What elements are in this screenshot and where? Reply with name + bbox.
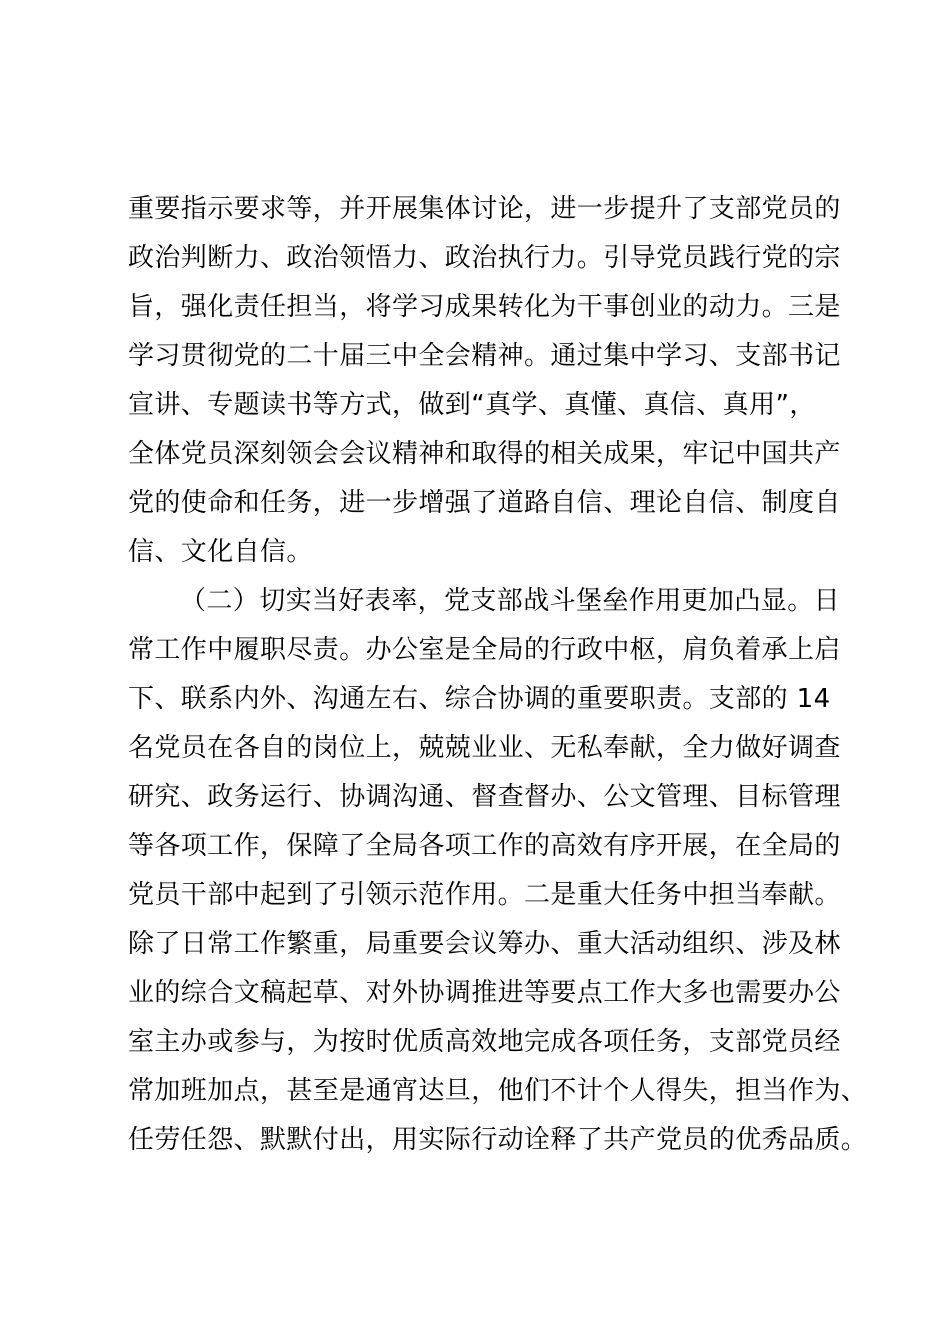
text-line: 党的使命和任务，进一步增强了道路自信、理论自信、制度自 (128, 488, 841, 518)
text-line: 全体党员深刻领会会议精神和取得的相关成果，牢记中国共产 (128, 439, 841, 469)
text-line: 常工作中履职尽责。办公室是全局的行政中枢，肩负着承上启 (128, 635, 841, 665)
text-line: 旨，强化责任担当，将学习成果转化为干事创业的动力。三是 (128, 292, 841, 322)
text-line: 业的综合文稿起草、对外协调推进等要点工作大多也需要办公 (128, 978, 841, 1008)
text-line: 学习贯彻党的二十届三中全会精神。通过集中学习、支部书记 (128, 341, 841, 371)
section-heading-line: （二）切实当好表率，党支部战斗堡垒作用更加凸显。日 (180, 586, 841, 616)
text-line: 研究、政务运行、协调沟通、督查督办、公文管理、目标管理 (128, 782, 841, 812)
text-line: 室主办或参与，为按时优质高效地完成各项任务，支部党员经 (128, 1027, 841, 1057)
text-line: 名党员在各自的岗位上，兢兢业业、无私奉献，全力做好调查 (128, 733, 841, 763)
text-line: 政治判断力、政治领悟力、政治执行力。引导党员践行党的宗 (128, 243, 841, 273)
text-line: 除了日常工作繁重，局重要会议筹办、重大活动组织、涉及林 (128, 929, 841, 959)
text-line: 党员干部中起到了引领示范作用。二是重大任务中担当奉献。 (128, 880, 841, 910)
document-body (128, 185, 868, 1165)
text-line: 等各项工作，保障了全局各项工作的高效有序开展，在全局的 (128, 831, 841, 861)
text-line: 常加班加点，甚至是通宵达旦，他们不计个人得失，担当作为、 (128, 1076, 868, 1106)
text-line: 宣讲、专题读书等方式，做到“真学、真懂、真信、真用”， (128, 390, 816, 420)
text-line: 重要指示要求等，并开展集体讨论，进一步提升了支部党员的 (128, 194, 841, 224)
text-line: 下、联系内外、沟通左右、综合协调的重要职责。支部的 14 (128, 684, 831, 714)
text-line: 任劳任怨、默默付出，用实际行动诠释了共产党员的优秀品质。 (128, 1125, 868, 1155)
text-line: 信、文化自信。 (128, 537, 313, 567)
